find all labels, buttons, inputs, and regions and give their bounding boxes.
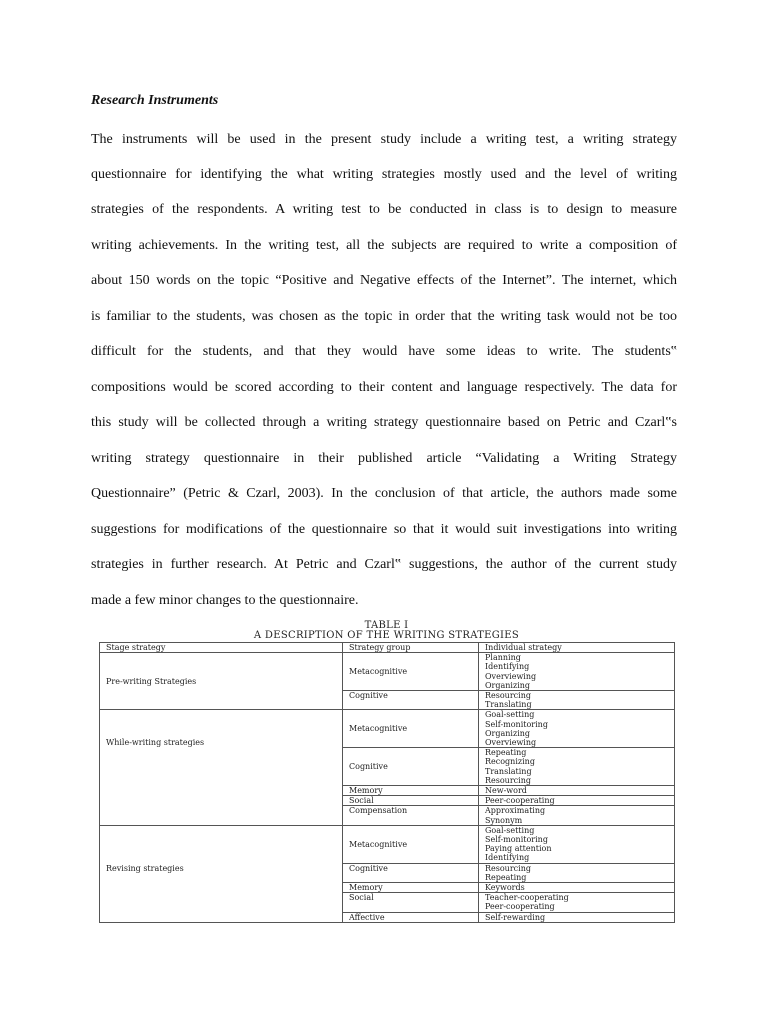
stage-cell: Revising strategies xyxy=(100,825,343,922)
strategy-item: Repeating xyxy=(485,748,527,758)
header-cell: Strategy group xyxy=(343,643,479,653)
group-cell: Metacognitive xyxy=(343,653,479,691)
strategy-list-cell xyxy=(479,883,675,893)
header-cell: Individual strategy xyxy=(479,643,675,653)
group-cell: Social xyxy=(343,893,479,912)
paragraph-line: difficult for the students, and that they would have some ideas to write. The students‟ xyxy=(91,344,677,359)
group-cell: Metacognitive xyxy=(343,710,479,748)
group-cell: Cognitive xyxy=(343,748,479,786)
writing-strategies-table xyxy=(99,642,675,923)
strategy-item: Organizing xyxy=(485,728,531,738)
strategy-list-cell xyxy=(479,653,675,691)
group-cell: Compensation xyxy=(343,806,479,825)
paragraph-line: made a few minor changes to the questionnaire. xyxy=(91,593,359,608)
group-cell: Memory xyxy=(343,883,479,893)
group-cell: Cognitive xyxy=(343,691,479,710)
strategy-item: Overviewing xyxy=(485,738,537,748)
strategy-list-cell xyxy=(479,710,675,748)
paragraph-line: writing strategy questionnaire in their published article “Validating a Writing Strategy xyxy=(91,451,677,466)
strategy-item: Identifying xyxy=(485,853,530,863)
paragraph-line: questionnaire for identifying the what writing strategies mostly used and the level of writing xyxy=(91,167,677,182)
paragraph-line: compositions would be scored according to their content and language respectively. The data for xyxy=(91,380,677,395)
strategy-item: Translating xyxy=(485,700,532,710)
table-subtitle: A DESCRIPTION OF THE WRITING STRATEGIES xyxy=(253,630,520,641)
strategy-list-cell xyxy=(479,786,675,796)
strategy-item: Peer-cooperating xyxy=(485,796,555,806)
strategy-item: Resourcing xyxy=(485,863,531,873)
strategy-item: Planning xyxy=(485,653,521,663)
strategy-item: Keywords xyxy=(485,883,525,893)
table-row xyxy=(100,710,675,748)
strategy-item: Goal-setting xyxy=(485,825,535,835)
section-heading: Research Instruments xyxy=(91,93,219,108)
strategy-list-cell xyxy=(479,748,675,786)
table-row xyxy=(100,653,675,691)
strategy-item: Teacher-cooperating xyxy=(485,893,569,903)
paragraph-line: this study will be collected through a writing strategy questionnaire based on Petric and Czarl‟s xyxy=(91,415,677,430)
strategy-list-cell xyxy=(479,825,675,863)
strategy-list-cell xyxy=(479,912,675,922)
strategy-item: New-word xyxy=(485,786,527,796)
paragraph-line: strategies in further research. At Petric and Czarl‟ suggestions, the author of the current study xyxy=(91,557,677,572)
strategy-item: Overviewing xyxy=(485,671,537,681)
group-cell: Metacognitive xyxy=(343,825,479,863)
group-cell: Memory xyxy=(343,786,479,796)
group-cell: Affective xyxy=(343,912,479,922)
table-title: TABLE I xyxy=(364,620,409,631)
paragraph-line: suggestions for modifications of the questionnaire so that it would suit investigations into writing xyxy=(91,522,677,537)
paragraph-line: about 150 words on the topic “Positive and Negative effects of the Internet”. The internet, which xyxy=(91,273,677,288)
strategy-item: Organizing xyxy=(485,680,531,690)
strategy-item: Self-monitoring xyxy=(485,835,548,845)
paragraph-line: Questionnaire” (Petric & Czarl, 2003). In the conclusion of that article, the authors made some xyxy=(91,486,677,501)
strategy-item: Self-monitoring xyxy=(485,719,548,729)
strategy-item: Translating xyxy=(485,766,532,776)
group-cell: Cognitive xyxy=(343,863,479,882)
strategy-list-cell xyxy=(479,691,675,710)
strategy-list-cell xyxy=(479,796,675,806)
strategy-item: Approximating xyxy=(485,806,546,816)
strategy-list-cell xyxy=(479,806,675,825)
strategy-list-cell xyxy=(479,893,675,912)
strategy-item: Paying attention xyxy=(485,844,552,854)
strategy-item: Recognizing xyxy=(485,757,535,767)
header-cell: Stage strategy xyxy=(100,643,343,653)
paragraph-line: The instruments will be used in the present study include a writing test, a writing strategy xyxy=(91,132,677,147)
strategy-item: Self-rewarding xyxy=(485,912,546,922)
group-cell: Social xyxy=(343,796,479,806)
stage-cell: While-writing strategies xyxy=(100,710,343,825)
table-header-row xyxy=(100,643,675,653)
strategy-item: Goal-setting xyxy=(485,710,535,720)
paragraph-line: writing achievements. In the writing test, all the subjects are required to write a composition of xyxy=(91,238,677,253)
strategy-item: Repeating xyxy=(485,872,527,882)
strategy-item: Identifying xyxy=(485,662,530,672)
strategy-item: Resourcing xyxy=(485,691,531,701)
strategy-item: Resourcing xyxy=(485,775,531,785)
stage-cell: Pre-writing Strategies xyxy=(100,653,343,710)
paragraph-line: is familiar to the students, was chosen as the topic in order that the writing task would not be too xyxy=(91,309,677,324)
strategy-item: Peer-cooperating xyxy=(485,902,555,912)
paragraph-line: strategies of the respondents. A writing test to be conducted in class is to design to measure xyxy=(91,202,677,217)
strategy-list-cell xyxy=(479,863,675,882)
strategy-item: Synonym xyxy=(485,815,523,825)
table-row xyxy=(100,825,675,863)
